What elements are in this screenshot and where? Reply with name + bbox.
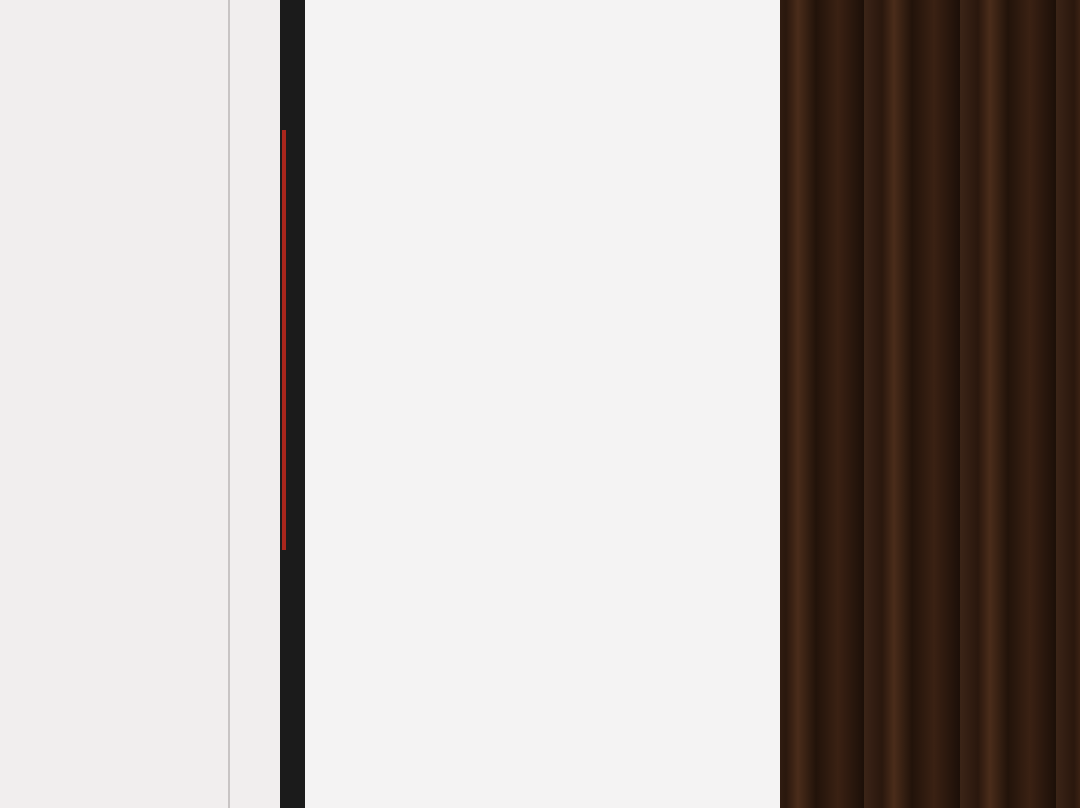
red-accent-bar: [282, 130, 286, 550]
page-fold-shadow: [228, 0, 230, 808]
left-menu-page: [0, 0, 300, 808]
sushi-menu-content: [340, 0, 780, 808]
